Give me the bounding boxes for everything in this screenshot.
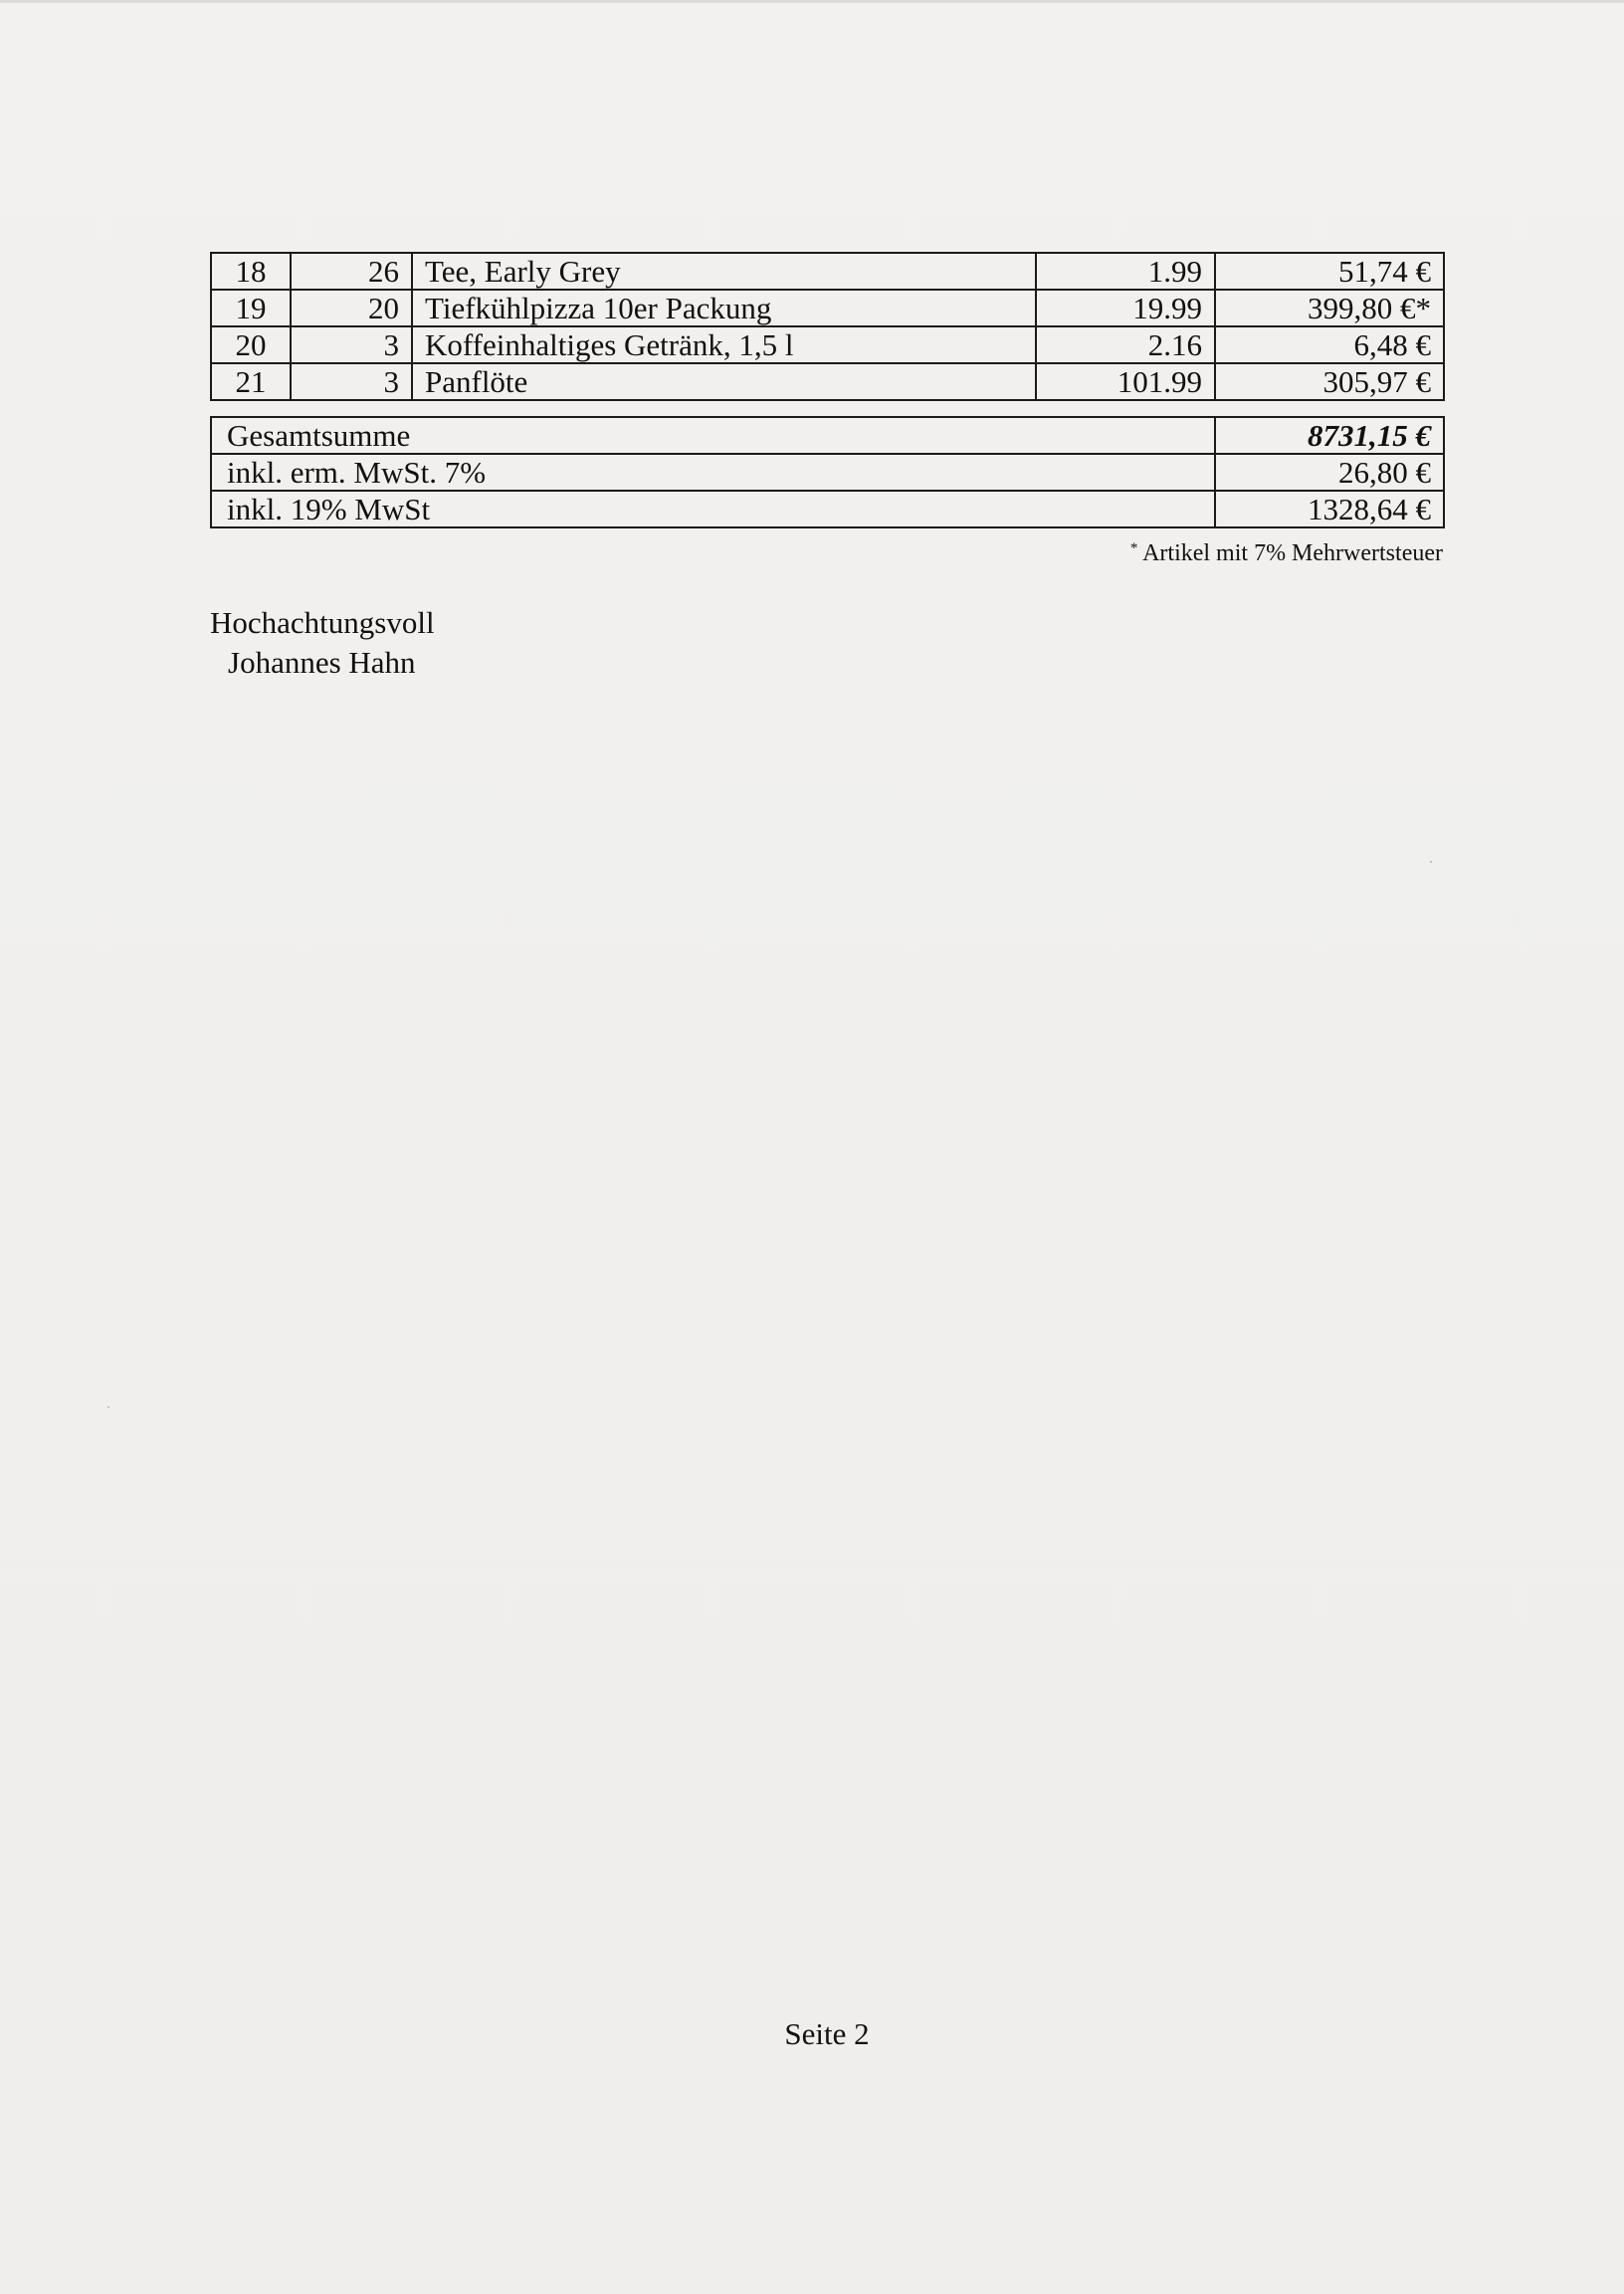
item-total: 51,74 €: [1215, 253, 1444, 290]
reduced-vat-value: 26,80 €: [1215, 454, 1444, 491]
item-quantity: 3: [291, 326, 412, 363]
item-unit-price: 19.99: [1036, 290, 1215, 326]
item-position: 18: [211, 253, 291, 290]
item-description: Koffeinhaltiges Getränk, 1,5 l: [412, 326, 1036, 363]
vat-label: inkl. 19% MwSt: [211, 491, 1215, 527]
item-total: 305,97 €: [1215, 363, 1444, 400]
item-description: Tiefkühlpizza 10er Packung: [412, 290, 1036, 326]
paper-speck: [1430, 861, 1432, 863]
page-number: Seite 2: [784, 2016, 870, 2051]
table-row: [211, 326, 1444, 363]
footnote-text: Artikel mit 7% Mehrwertsteuer: [1142, 540, 1443, 566]
footnote-marker: *: [1129, 540, 1138, 556]
footnote: [1130, 540, 1443, 567]
invoice-items-table: [210, 252, 1445, 401]
item-quantity: 3: [291, 363, 412, 400]
item-description: Tee, Early Grey: [412, 253, 1036, 290]
table-row: [211, 290, 1444, 326]
item-unit-price: 101.99: [1036, 363, 1215, 400]
item-position: 21: [211, 363, 291, 400]
closing-block: [210, 603, 435, 683]
table-row: [211, 363, 1444, 400]
summary-row-vat: [211, 491, 1444, 527]
item-quantity: 20: [291, 290, 412, 326]
signer-name: Johannes Hahn: [228, 645, 416, 680]
item-total: 399,80 €*: [1215, 290, 1444, 326]
summary-row-total: [211, 417, 1444, 454]
item-description: Panflöte: [412, 363, 1036, 400]
vat-value: 1328,64 €: [1215, 491, 1444, 527]
total-label: Gesamtsumme: [211, 417, 1215, 454]
invoice-summary-table: [210, 416, 1445, 528]
item-unit-price: 2.16: [1036, 326, 1215, 363]
reduced-vat-label: inkl. erm. MwSt. 7%: [211, 454, 1215, 491]
total-value: 8731,15 €: [1215, 417, 1444, 454]
table-row: [211, 253, 1444, 290]
item-total: 6,48 €: [1215, 326, 1444, 363]
item-unit-price: 1.99: [1036, 253, 1215, 290]
salutation: Hochachtungsvoll: [210, 605, 435, 640]
item-position: 20: [211, 326, 291, 363]
item-position: 19: [211, 290, 291, 326]
paper-speck: [107, 1406, 109, 1408]
summary-row-reduced-vat: [211, 454, 1444, 491]
item-quantity: 26: [291, 253, 412, 290]
